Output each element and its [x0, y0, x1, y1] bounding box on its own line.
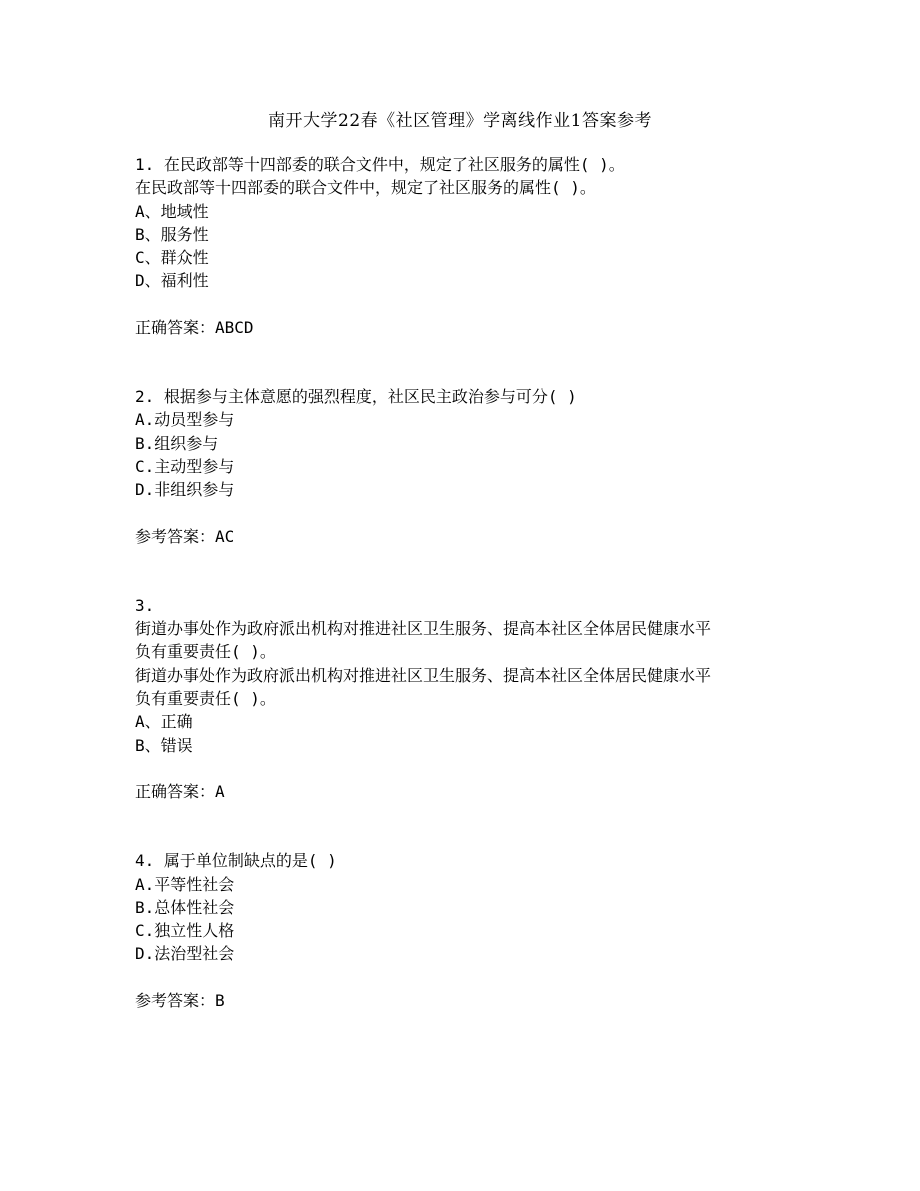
- question-1: [135, 153, 795, 339]
- question-3-stem-line-1: 街道办事处作为政府派出机构对推进社区卫生服务、提高本社区全体居民健康水平: [135, 619, 712, 639]
- question-2-stem: 2. 根据参与主体意愿的强烈程度，社区民主政治参与可分( ): [135, 387, 577, 407]
- question-4-option-a: A.平等性社会: [135, 874, 235, 894]
- document-title: 南开大学22春《社区管理》学离线作业1答案参考: [268, 111, 652, 131]
- question-4-option-c: C.独立性人格: [135, 921, 235, 941]
- question-1-stem-repeat: 在民政部等十四部委的联合文件中，规定了社区服务的属性( )。: [135, 178, 596, 198]
- question-list: [135, 153, 795, 1012]
- question-3-option-b: B、错误: [135, 735, 193, 755]
- question-1-option-a: A、地域性: [135, 201, 209, 221]
- question-3-stem-repeat-line-2: 负有重要责任( )。: [135, 689, 276, 709]
- question-3-stem-repeat-line-1: 街道办事处作为政府派出机构对推进社区卫生服务、提高本社区全体居民健康水平: [135, 665, 712, 685]
- question-4-answer: 参考答案：B: [135, 990, 225, 1010]
- question-3: [135, 594, 795, 803]
- question-1-answer: 正确答案：ABCD: [135, 317, 254, 337]
- question-1-stem: 1. 在民政部等十四部委的联合文件中，规定了社区服务的属性( )。: [135, 155, 625, 174]
- question-2-answer: 参考答案：AC: [135, 526, 235, 546]
- question-4: [135, 849, 795, 1012]
- question-3-stem-line-2: 负有重要责任( )。: [135, 642, 276, 662]
- question-4-option-d: D.法治型社会: [135, 944, 235, 964]
- question-2-option-c: C.主动型参与: [135, 456, 235, 476]
- question-3-option-a: A、正确: [135, 712, 193, 732]
- question-3-number: 3.: [135, 595, 155, 615]
- question-2-option-d: D.非组织参与: [135, 480, 235, 500]
- question-4-stem: 4. 属于单位制缺点的是( ): [135, 851, 337, 871]
- question-2: [135, 385, 795, 548]
- question-3-answer: 正确答案：A: [135, 781, 225, 801]
- question-1-option-c: C、群众性: [135, 248, 209, 268]
- question-4-option-b: B.总体性社会: [135, 897, 235, 917]
- question-2-option-b: B.组织参与: [135, 433, 219, 453]
- question-1-option-d: D、福利性: [135, 271, 209, 291]
- question-2-option-a: A.动员型参与: [135, 410, 235, 430]
- question-1-option-b: B、服务性: [135, 224, 209, 244]
